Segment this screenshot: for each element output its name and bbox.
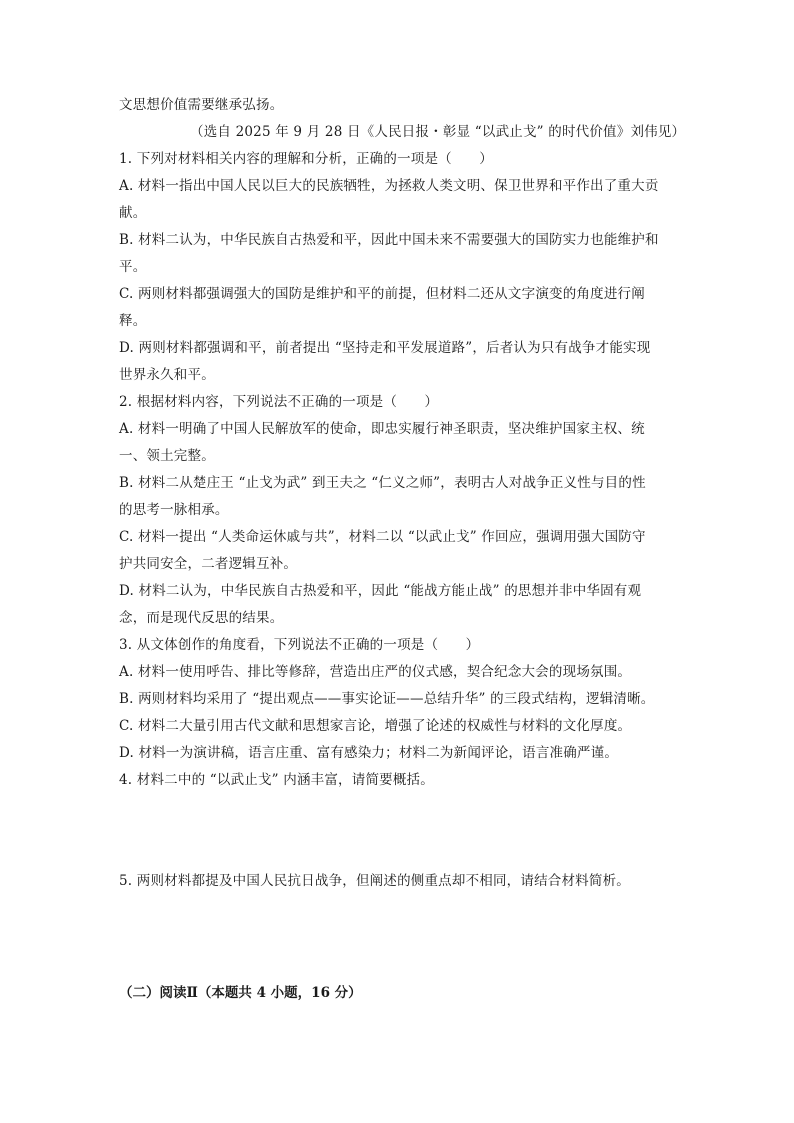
question-1-option-b-cont: 平。: [119, 259, 147, 275]
question-3-option-a: A. 材料一使用呼告、排比等修辞，营造出庄严的仪式感，契合纪念大会的现场氛围。: [119, 664, 632, 680]
question-3-stem: 3. 从文体创作的角度看，下列说法不正确的一项是（ ）: [119, 637, 480, 653]
question-1-option-c-cont: 释。: [119, 313, 147, 329]
question-1-option-d-cont: 世界永久和平。: [119, 367, 215, 383]
question-2-option-c: C. 材料一提出 “人类命运休戚与共”，材料二以 “以武止戈” 作回应，强调用强大国防守: [119, 529, 646, 545]
question-1-option-b: B. 材料二认为，中华民族自古热爱和平，因此中国未来不需要强大的国防实力也能维护和: [119, 232, 659, 248]
question-4: 4. 材料二中的 “以武止戈” 内涵丰富，请简要概括。: [119, 772, 434, 788]
question-2-option-c-cont: 护共同安全，二者逻辑互补。: [119, 556, 298, 572]
continuation-text: 文思想价值需要继承弘扬。: [119, 97, 284, 113]
section-heading: （二）阅读Ⅱ（本题共 4 小题，16 分）: [119, 985, 362, 1001]
question-2-option-a-cont: 一、领土完整。: [119, 448, 215, 464]
question-1-option-a: A. 材料一指出中国人民以巨大的民族牺牲，为拯救人类文明、保卫世界和平作出了重大贡: [119, 178, 659, 194]
question-1-option-a-cont: 献。: [119, 205, 147, 221]
question-2-option-a: A. 材料一明确了中国人民解放军的使命，即忠实履行神圣职责，坚决维护国家主权、统: [119, 421, 645, 437]
question-3-option-b: B. 两则材料均采用了 “提出观点——事实论证——总结升华” 的三段式结构，逻辑清晰。: [119, 691, 655, 707]
question-3-option-c: C. 材料二大量引用古代文献和思想家言论，增强了论述的权威性与材料的文化厚度。: [119, 718, 632, 734]
question-2-option-b-cont: 的思考一脉相承。: [119, 502, 229, 518]
source-citation: （选自 2025 年 9 月 28 日《人民日报・彰显 “以武止戈” 的时代价值》刘伟见）: [190, 124, 686, 140]
question-3-option-d: D. 材料一为演讲稿，语言庄重、富有感染力；材料二为新闻评论，语言准确严谨。: [119, 745, 619, 761]
question-2-option-d: D. 材料二认为，中华民族自古热爱和平，因此 “能战方能止战” 的思想并非中华固有观: [119, 583, 642, 599]
question-2-stem: 2. 根据材料内容，下列说法不正确的一项是（ ）: [119, 394, 439, 410]
question-2-option-b: B. 材料二从楚庄王 “止戈为武” 到王夫之 “仁义之师”，表明古人对战争正义性与目的性: [119, 475, 646, 491]
question-5: 5. 两则材料都提及中国人民抗日战争，但阐述的侧重点却不相同，请结合材料简析。: [119, 873, 630, 889]
question-2-option-d-cont: 念，而是现代反思的结果。: [119, 610, 284, 626]
question-1-stem: 1. 下列对材料相关内容的理解和分析，正确的一项是（ ）: [119, 151, 493, 167]
question-1-option-d: D. 两则材料都强调和平，前者提出 “坚持走和平发展道路”，后者认为只有战争才能实现: [119, 340, 651, 356]
question-1-option-c: C. 两则材料都强调强大的国防是维护和平的前提，但材料二还从文字演变的角度进行阐: [119, 286, 645, 302]
